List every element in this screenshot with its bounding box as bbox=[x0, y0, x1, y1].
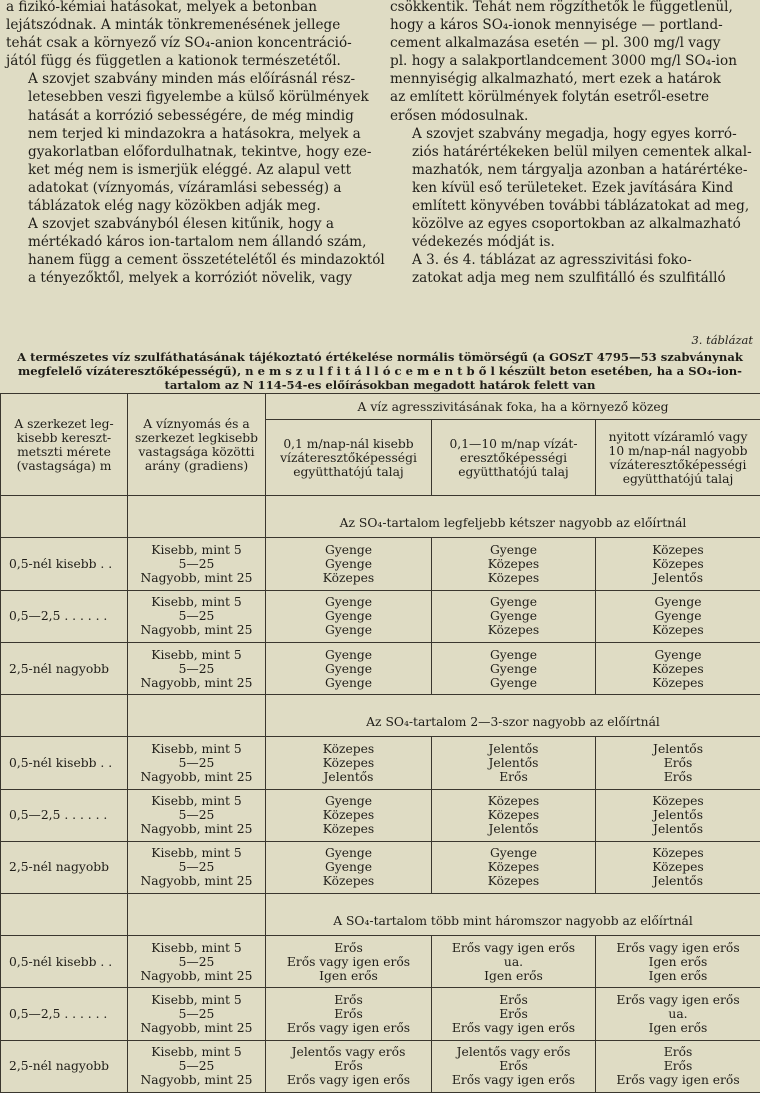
text-line: Jelentős bbox=[488, 741, 539, 756]
text-line: ua. bbox=[503, 954, 524, 969]
medium-permeability-cell bbox=[432, 737, 596, 789]
text-line: Közepes bbox=[487, 860, 540, 875]
text-line: Gyenge bbox=[324, 846, 373, 861]
text-line: Kisebb, mint 5 bbox=[151, 595, 242, 610]
text-line: A szovjet szabványból élesen kitűnik, hogy a bbox=[28, 216, 334, 233]
text-line: Kisebb, mint 5 bbox=[151, 794, 242, 809]
text-line: közölve az egyes csoportokban az alkalmazható bbox=[412, 216, 741, 233]
text-line: táblázatok elég nagy közökben adják meg. bbox=[28, 198, 321, 215]
text-line: Gyenge bbox=[489, 647, 538, 662]
text-line: arány (gradiens) bbox=[144, 458, 249, 473]
text-line: megfelelő vízáteresztőképességű), n e m s z u l f i t á l l ó c e m e n t b ő l készült beton esetében, ha a SO₄-ion- bbox=[18, 364, 742, 378]
text-line: a tényezőktől, melyek a korróziót növelik, vagy bbox=[28, 270, 353, 287]
text-line: Gyenge bbox=[489, 542, 538, 557]
text-line: hogy a káros SO₄-ionok mennyisége — portland- bbox=[390, 17, 723, 34]
text-line: Jelentős vagy erős bbox=[291, 1045, 406, 1060]
text-line: csökkentik. Tehát nem rögzíthetők le függetlenül, bbox=[390, 0, 733, 15]
text-line: Igen erős bbox=[319, 968, 378, 983]
text-line: Kisebb, mint 5 bbox=[151, 846, 242, 861]
high-permeability-cell bbox=[596, 789, 760, 841]
section-spacer bbox=[128, 894, 266, 936]
text-line: ket még nem is ismerjük eléggé. Az alapul vett bbox=[28, 161, 352, 178]
dimension-cell: 0,5—2,5 . . . . . . bbox=[1, 988, 128, 1040]
high-permeability-cell bbox=[596, 1040, 760, 1092]
text-line: vízáteresztőképességi bbox=[280, 450, 417, 465]
text-line: Jelentős bbox=[653, 874, 704, 889]
text-line: vastagsága közötti bbox=[138, 444, 255, 459]
text-line: Gyenge bbox=[324, 661, 373, 676]
text-line: Erős vagy igen erős bbox=[451, 940, 576, 955]
gradient-cell bbox=[128, 538, 266, 590]
text-line: Jelentős bbox=[653, 741, 704, 756]
text-line: Igen erős bbox=[648, 1021, 708, 1036]
text-line: Erős bbox=[663, 1045, 693, 1060]
text-line: Jelentős bbox=[653, 822, 704, 837]
text-line: vízáteresztőképességi bbox=[609, 457, 747, 472]
section-title: Az SO₄-tartalom legfeljebb kétszer nagyobb az előírtnál bbox=[266, 496, 760, 538]
text-line: zatokat adja meg nem szulfitálló és szulfitálló bbox=[412, 270, 726, 287]
text-line: Erős vagy igen erős bbox=[451, 1021, 576, 1036]
text-line: mennyiségig alkalmazható, mert ezek a határok bbox=[390, 71, 721, 88]
high-permeability-cell bbox=[596, 737, 760, 789]
text-line: A szovjet szabvány minden más előírásnál rész- bbox=[28, 71, 356, 88]
table-row bbox=[1, 538, 760, 590]
dimension-cell: 0,5—2,5 . . . . . . bbox=[1, 789, 128, 841]
table-number: 3. táblázat bbox=[691, 333, 753, 347]
table-row bbox=[1, 642, 760, 694]
gradient-cell bbox=[128, 841, 266, 893]
text-line: Közepes bbox=[652, 542, 704, 557]
dimension-cell: 2,5-nél nagyobb bbox=[1, 642, 128, 694]
low-permeability-cell bbox=[266, 538, 432, 590]
section-title: A SO₄-tartalom több mint háromszor nagyobb az előírtnál bbox=[266, 894, 760, 936]
right-text-column bbox=[390, 0, 757, 288]
text-line: Közepes bbox=[652, 675, 704, 690]
text-line: említett könyvében további táblázatokat ad meg, bbox=[412, 198, 750, 215]
low-permeability-cell bbox=[266, 988, 432, 1040]
table-row bbox=[1, 737, 760, 789]
text-line: hanem függ a cement összetételétől és mindazoktól bbox=[28, 252, 385, 269]
left-paragraph-1 bbox=[6, 0, 373, 70]
text-line: Nagyobb, mint 25 bbox=[140, 874, 253, 889]
dimension-cell: 0,5-nél kisebb . . bbox=[1, 737, 128, 789]
text-line: Erős vagy igen erős bbox=[451, 1073, 576, 1088]
text-line: Gyenge bbox=[324, 860, 373, 875]
text-line: Erős vagy igen erős bbox=[616, 1073, 740, 1088]
text-line: 5—25 bbox=[178, 860, 215, 875]
low-permeability-cell bbox=[266, 1040, 432, 1092]
text-line: cement alkalmazása esetén — pl. 300 mg/l vagy bbox=[390, 35, 721, 52]
text-line: eresztőképességi bbox=[459, 450, 568, 465]
high-permeability-cell bbox=[596, 590, 760, 642]
text-line: ziós határértékeken belül milyen cementek alkal- bbox=[412, 143, 752, 160]
header-medium-permeability bbox=[432, 420, 596, 496]
gradient-cell bbox=[128, 737, 266, 789]
text-line: Közepes bbox=[652, 794, 704, 809]
gradient-cell bbox=[128, 936, 266, 988]
text-line: Kisebb, mint 5 bbox=[151, 1045, 242, 1060]
text-line: Erős bbox=[334, 1007, 363, 1022]
table-row bbox=[1, 590, 760, 642]
text-line: Erős bbox=[663, 769, 693, 784]
text-line: Gyenge bbox=[324, 556, 373, 571]
text-line: 5—25 bbox=[178, 1007, 215, 1022]
header-low-permeability bbox=[266, 420, 432, 496]
text-line: 0,1—10 m/nap vízát- bbox=[449, 436, 578, 451]
low-permeability-cell bbox=[266, 936, 432, 988]
text-line: Közepes bbox=[487, 808, 540, 823]
text-line: Gyenge bbox=[324, 675, 373, 690]
right-paragraph-3 bbox=[390, 251, 757, 287]
text-line: Közepes bbox=[487, 874, 540, 889]
text-line: Igen erős bbox=[648, 954, 708, 969]
text-line: Jelentős bbox=[653, 808, 704, 823]
left-paragraph-2 bbox=[6, 70, 373, 215]
section-spacer bbox=[1, 695, 128, 737]
text-line: Gyenge bbox=[489, 846, 538, 861]
text-line: Gyenge bbox=[654, 609, 702, 624]
gradient-cell bbox=[128, 642, 266, 694]
medium-permeability-cell bbox=[432, 642, 596, 694]
text-line: Gyenge bbox=[654, 595, 702, 610]
text-line: A víznyomás és a bbox=[143, 416, 250, 431]
text-line: Jelentős bbox=[488, 755, 539, 770]
sulfate-aggressivity-table bbox=[0, 393, 760, 1093]
gradient-cell bbox=[128, 590, 266, 642]
text-line: Közepes bbox=[322, 822, 375, 837]
text-line: Erős vagy igen erős bbox=[286, 954, 411, 969]
text-line: Jelentős bbox=[653, 570, 704, 585]
text-line: 0,1 m/nap-nál kisebb bbox=[283, 436, 414, 451]
dimension-cell: 0,5—2,5 . . . . . . bbox=[1, 590, 128, 642]
text-line: Közepes bbox=[487, 570, 540, 585]
text-line: 10 m/nap-nál nagyobb bbox=[608, 443, 748, 458]
section-spacer bbox=[128, 695, 266, 737]
high-permeability-cell bbox=[596, 841, 760, 893]
medium-permeability-cell bbox=[432, 841, 596, 893]
text-line: Erős bbox=[499, 1059, 528, 1074]
dimension-cell: 0,5-nél kisebb . . bbox=[1, 936, 128, 988]
medium-permeability-cell bbox=[432, 538, 596, 590]
text-line: Gyenge bbox=[489, 609, 538, 624]
medium-permeability-cell bbox=[432, 789, 596, 841]
text-line: Erős vagy igen erős bbox=[286, 1073, 411, 1088]
medium-permeability-cell bbox=[432, 590, 596, 642]
text-line: szerkezet legkisebb bbox=[134, 430, 259, 445]
text-line: Közepes bbox=[322, 874, 375, 889]
text-line: Közepes bbox=[322, 741, 375, 756]
right-paragraph-1 bbox=[390, 0, 757, 125]
text-line: Jelentős vagy erős bbox=[456, 1045, 571, 1060]
text-line: A természetes víz szulfáthatásának tájékoztató értékelése normális tömörségű (a GOSzT 4795—53 szabványnak bbox=[17, 350, 743, 364]
text-line: Kisebb, mint 5 bbox=[151, 993, 242, 1008]
text-line: 5—25 bbox=[178, 609, 215, 624]
text-line: 5—25 bbox=[178, 556, 215, 571]
text-line: ua. bbox=[668, 1007, 688, 1022]
table-row bbox=[1, 988, 760, 1040]
table-row bbox=[1, 936, 760, 988]
high-permeability-cell bbox=[596, 642, 760, 694]
low-permeability-cell bbox=[266, 642, 432, 694]
text-line: Közepes bbox=[652, 623, 704, 638]
text-line: együtthatójú talaj bbox=[293, 464, 404, 479]
text-line: Erős vagy igen erős bbox=[616, 993, 740, 1008]
text-line: Nagyobb, mint 25 bbox=[140, 570, 253, 585]
text-line: Kisebb, mint 5 bbox=[151, 542, 242, 557]
header-dimension bbox=[1, 394, 128, 496]
text-line: pl. hogy a salakportlandcement 3000 mg/l SO₄-ion bbox=[390, 53, 737, 70]
text-line: 5—25 bbox=[178, 661, 215, 676]
text-line: Nagyobb, mint 25 bbox=[140, 1073, 253, 1088]
header-aggressivity-group: A víz agresszivitásának foka, ha a környező közeg bbox=[266, 394, 760, 420]
low-permeability-cell bbox=[266, 590, 432, 642]
low-permeability-cell bbox=[266, 789, 432, 841]
text-line: Jelentős bbox=[488, 822, 539, 837]
text-line: kisebb kereszt- bbox=[16, 430, 112, 445]
text-line: Kisebb, mint 5 bbox=[151, 741, 242, 756]
text-line: Nagyobb, mint 25 bbox=[140, 623, 253, 638]
text-line: Erős vagy igen erős bbox=[286, 1021, 411, 1036]
text-line: Erős bbox=[334, 940, 363, 955]
high-permeability-cell bbox=[596, 538, 760, 590]
low-permeability-cell bbox=[266, 737, 432, 789]
gradient-cell bbox=[128, 789, 266, 841]
text-line: A szerkezet leg- bbox=[14, 416, 114, 431]
text-line: Nagyobb, mint 25 bbox=[140, 1021, 253, 1036]
table-row bbox=[1, 841, 760, 893]
text-line: Kisebb, mint 5 bbox=[151, 647, 242, 662]
dimension-cell: 2,5-nél nagyobb bbox=[1, 841, 128, 893]
text-line: Közepes bbox=[652, 846, 704, 861]
text-line: mértékadó káros ion-tartalom nem állandó szám, bbox=[28, 234, 367, 251]
text-line: (vastagsága) m bbox=[16, 458, 112, 473]
text-line: Kisebb, mint 5 bbox=[151, 940, 242, 955]
text-line: gyakorlatban előfordulhatnak, tekintve, hogy eze- bbox=[28, 143, 372, 160]
text-line: Gyenge bbox=[324, 595, 373, 610]
text-line: Erős bbox=[334, 1059, 363, 1074]
text-line: tartalom az N 114-54-es előírásokban megadott határok felett van bbox=[164, 378, 596, 392]
text-line: Nagyobb, mint 25 bbox=[140, 769, 253, 784]
text-line: 5—25 bbox=[178, 954, 215, 969]
text-line: metszti mérete bbox=[17, 444, 111, 459]
text-line: Közepes bbox=[322, 808, 375, 823]
gradient-cell bbox=[128, 1040, 266, 1092]
dimension-cell: 0,5-nél kisebb . . bbox=[1, 538, 128, 590]
text-line: nyitott vízáramló vagy bbox=[608, 429, 748, 444]
left-text-column bbox=[6, 0, 385, 288]
text-line: Közepes bbox=[652, 860, 704, 875]
text-line: Közepes bbox=[487, 556, 540, 571]
text-line: 5—25 bbox=[178, 1059, 215, 1074]
text-line: Erős bbox=[334, 993, 363, 1008]
text-line: védekezés módját is. bbox=[412, 234, 555, 251]
text-line: lejátszódnak. A minták tönkremenésének jellege bbox=[6, 17, 341, 34]
text-line: hatását a korrózió sebességére, de még mindig bbox=[28, 107, 354, 124]
text-line: Gyenge bbox=[654, 647, 702, 662]
text-line: Nagyobb, mint 25 bbox=[140, 822, 253, 837]
text-line: mazhatók, nem tárgyalja azonban a határértéke- bbox=[412, 161, 748, 178]
text-line: ken kívül eső területeket. Ezek javítására Kind bbox=[412, 179, 734, 196]
text-line: Közepes bbox=[652, 556, 704, 571]
text-line: adatokat (víznyomás, vízáramlási sebesség) a bbox=[28, 179, 342, 196]
text-line: együtthatójú talaj bbox=[622, 471, 734, 486]
text-line: Gyenge bbox=[489, 661, 538, 676]
text-line: tehát csak a környező víz SO₄-anion koncentráció- bbox=[6, 35, 352, 52]
text-line: 5—25 bbox=[178, 755, 215, 770]
dimension-cell: 2,5-nél nagyobb bbox=[1, 1040, 128, 1092]
right-paragraph-2 bbox=[390, 125, 757, 252]
text-line: 5—25 bbox=[178, 808, 215, 823]
text-line: Erős bbox=[663, 1059, 693, 1074]
text-line: Közepes bbox=[487, 623, 540, 638]
section-title: Az SO₄-tartalom 2—3-szor nagyobb az előírtnál bbox=[266, 695, 760, 737]
section-spacer bbox=[128, 496, 266, 538]
medium-permeability-cell bbox=[432, 936, 596, 988]
table-row bbox=[1, 1040, 760, 1092]
text-line: Gyenge bbox=[324, 794, 373, 809]
text-line: Közepes bbox=[322, 570, 375, 585]
medium-permeability-cell bbox=[432, 1040, 596, 1092]
high-permeability-cell bbox=[596, 936, 760, 988]
high-permeability-cell bbox=[596, 988, 760, 1040]
text-line: Igen erős bbox=[484, 968, 543, 983]
text-line: Közepes bbox=[652, 661, 704, 676]
header-high-permeability bbox=[596, 420, 760, 496]
text-line: Gyenge bbox=[324, 609, 373, 624]
text-line: Erős vagy igen erős bbox=[616, 940, 740, 955]
text-line: Gyenge bbox=[324, 623, 373, 638]
text-line: erősen módosulnak. bbox=[390, 107, 529, 124]
gradient-cell bbox=[128, 988, 266, 1040]
low-permeability-cell bbox=[266, 841, 432, 893]
text-line: A szovjet szabvány megadja, hogy egyes korró- bbox=[412, 125, 737, 142]
text-line: letesebben veszi figyelembe a külső körülmények bbox=[28, 89, 369, 106]
text-line: a fizikó-kémiai hatásokat, melyek a betonban bbox=[6, 0, 318, 15]
text-line: együtthatójú talaj bbox=[458, 464, 569, 479]
text-line: Gyenge bbox=[324, 647, 373, 662]
section-spacer bbox=[1, 894, 128, 936]
text-line: A 3. és 4. táblázat az agresszivitási foko- bbox=[412, 252, 692, 269]
text-line: Nagyobb, mint 25 bbox=[140, 968, 253, 983]
text-line: jától függ és független a kationok természetétől. bbox=[6, 53, 341, 70]
text-line: Erős bbox=[499, 769, 528, 784]
text-line: Nagyobb, mint 25 bbox=[140, 675, 253, 690]
left-paragraph-3 bbox=[6, 215, 385, 287]
section-spacer bbox=[1, 496, 128, 538]
text-line: Közepes bbox=[487, 794, 540, 809]
text-line: Erős bbox=[499, 993, 528, 1008]
text-line: Gyenge bbox=[489, 675, 538, 690]
text-line: nem terjed ki mindazokra a hatásokra, melyek a bbox=[28, 125, 361, 142]
table-row bbox=[1, 789, 760, 841]
text-line: Erős bbox=[499, 1007, 528, 1022]
text-line: Gyenge bbox=[489, 595, 538, 610]
medium-permeability-cell bbox=[432, 988, 596, 1040]
text-line: az említett körülmények folytán esetről-esetre bbox=[390, 89, 710, 106]
text-line: Gyenge bbox=[324, 542, 373, 557]
header-gradient bbox=[128, 394, 266, 496]
table-caption bbox=[2, 350, 758, 392]
text-line: Közepes bbox=[322, 755, 375, 770]
text-line: Jelentős bbox=[323, 769, 374, 784]
text-line: Erős bbox=[663, 755, 693, 770]
text-line: Igen erős bbox=[648, 968, 708, 983]
